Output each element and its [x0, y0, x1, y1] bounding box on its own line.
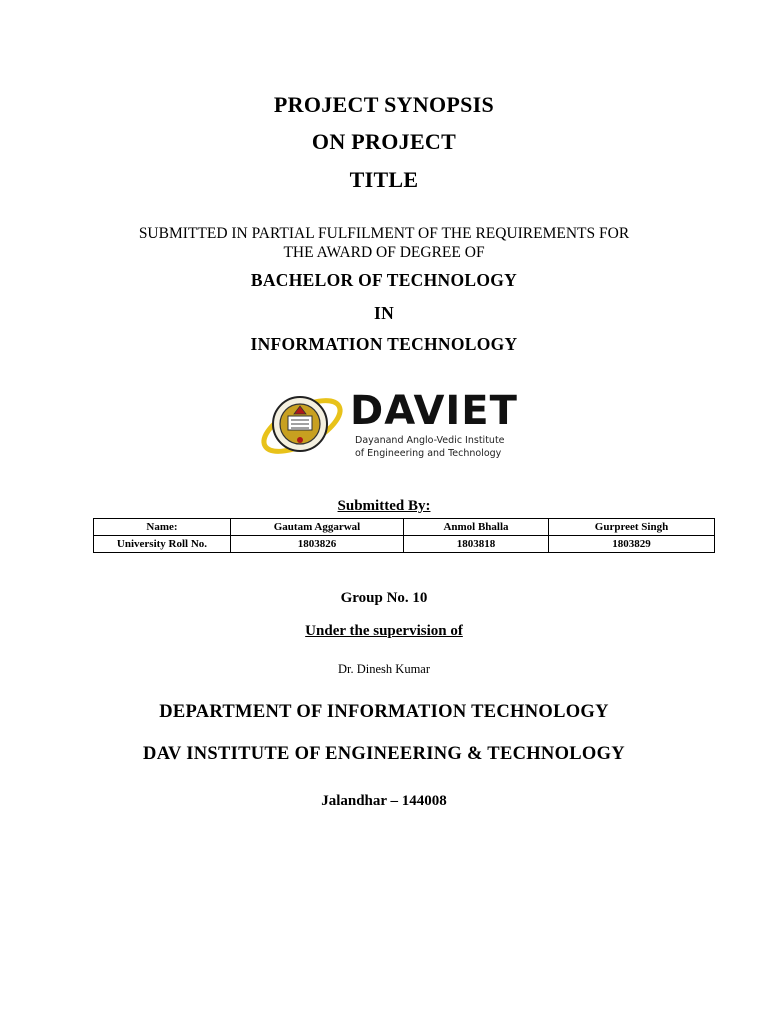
- submission-line-2: THE AWARD OF DEGREE OF: [283, 244, 485, 261]
- logo-tagline-line-1: Dayanand Anglo-Vedic Institute: [355, 435, 505, 446]
- table-cell: University Roll No.: [94, 536, 231, 553]
- submission-line-1: SUBMITTED IN PARTIAL FULFILMENT OF THE REQUIREMENTS FOR: [138, 225, 630, 242]
- logo-tagline: [355, 434, 525, 460]
- table-cell: 1803829: [549, 536, 715, 553]
- title-line-3: TITLE: [349, 167, 419, 192]
- group-number: Group No. 10: [340, 590, 428, 606]
- degree-in: IN: [373, 303, 395, 323]
- table-cell: 1803818: [404, 536, 549, 553]
- title-line-2: ON PROJECT: [311, 129, 457, 154]
- location: Jalandhar – 144008: [321, 793, 447, 809]
- table-cell: Anmol Bhalla: [404, 519, 549, 536]
- institute-emblem-icon: [258, 382, 354, 466]
- table-cell: Gurpreet Singh: [549, 519, 715, 536]
- table-cell: Name:: [94, 519, 231, 536]
- supervisor-name: Dr. Dinesh Kumar: [338, 662, 430, 676]
- supervision-heading: Under the supervision of: [305, 623, 463, 639]
- degree-branch: INFORMATION TECHNOLOGY: [250, 334, 518, 354]
- students-table: [93, 518, 715, 553]
- institute-name: DAV INSTITUTE OF ENGINEERING & TECHNOLOGY: [143, 744, 625, 764]
- table-cell: Gautam Aggarwal: [231, 519, 404, 536]
- logo-tagline-line-2: of Engineering and Technology: [355, 448, 502, 459]
- degree-name: BACHELOR OF TECHNOLOGY: [250, 270, 518, 290]
- table-row: [94, 519, 715, 536]
- title-line-1: PROJECT SYNOPSIS: [273, 92, 495, 117]
- submitted-by-heading: Submitted By:: [337, 498, 431, 514]
- logo-brand-text: DAVIET: [350, 388, 518, 434]
- institute-logo: [258, 382, 518, 466]
- table-cell: 1803826: [231, 536, 404, 553]
- table-row: [94, 536, 715, 553]
- department-name: DEPARTMENT OF INFORMATION TECHNOLOGY: [159, 702, 609, 722]
